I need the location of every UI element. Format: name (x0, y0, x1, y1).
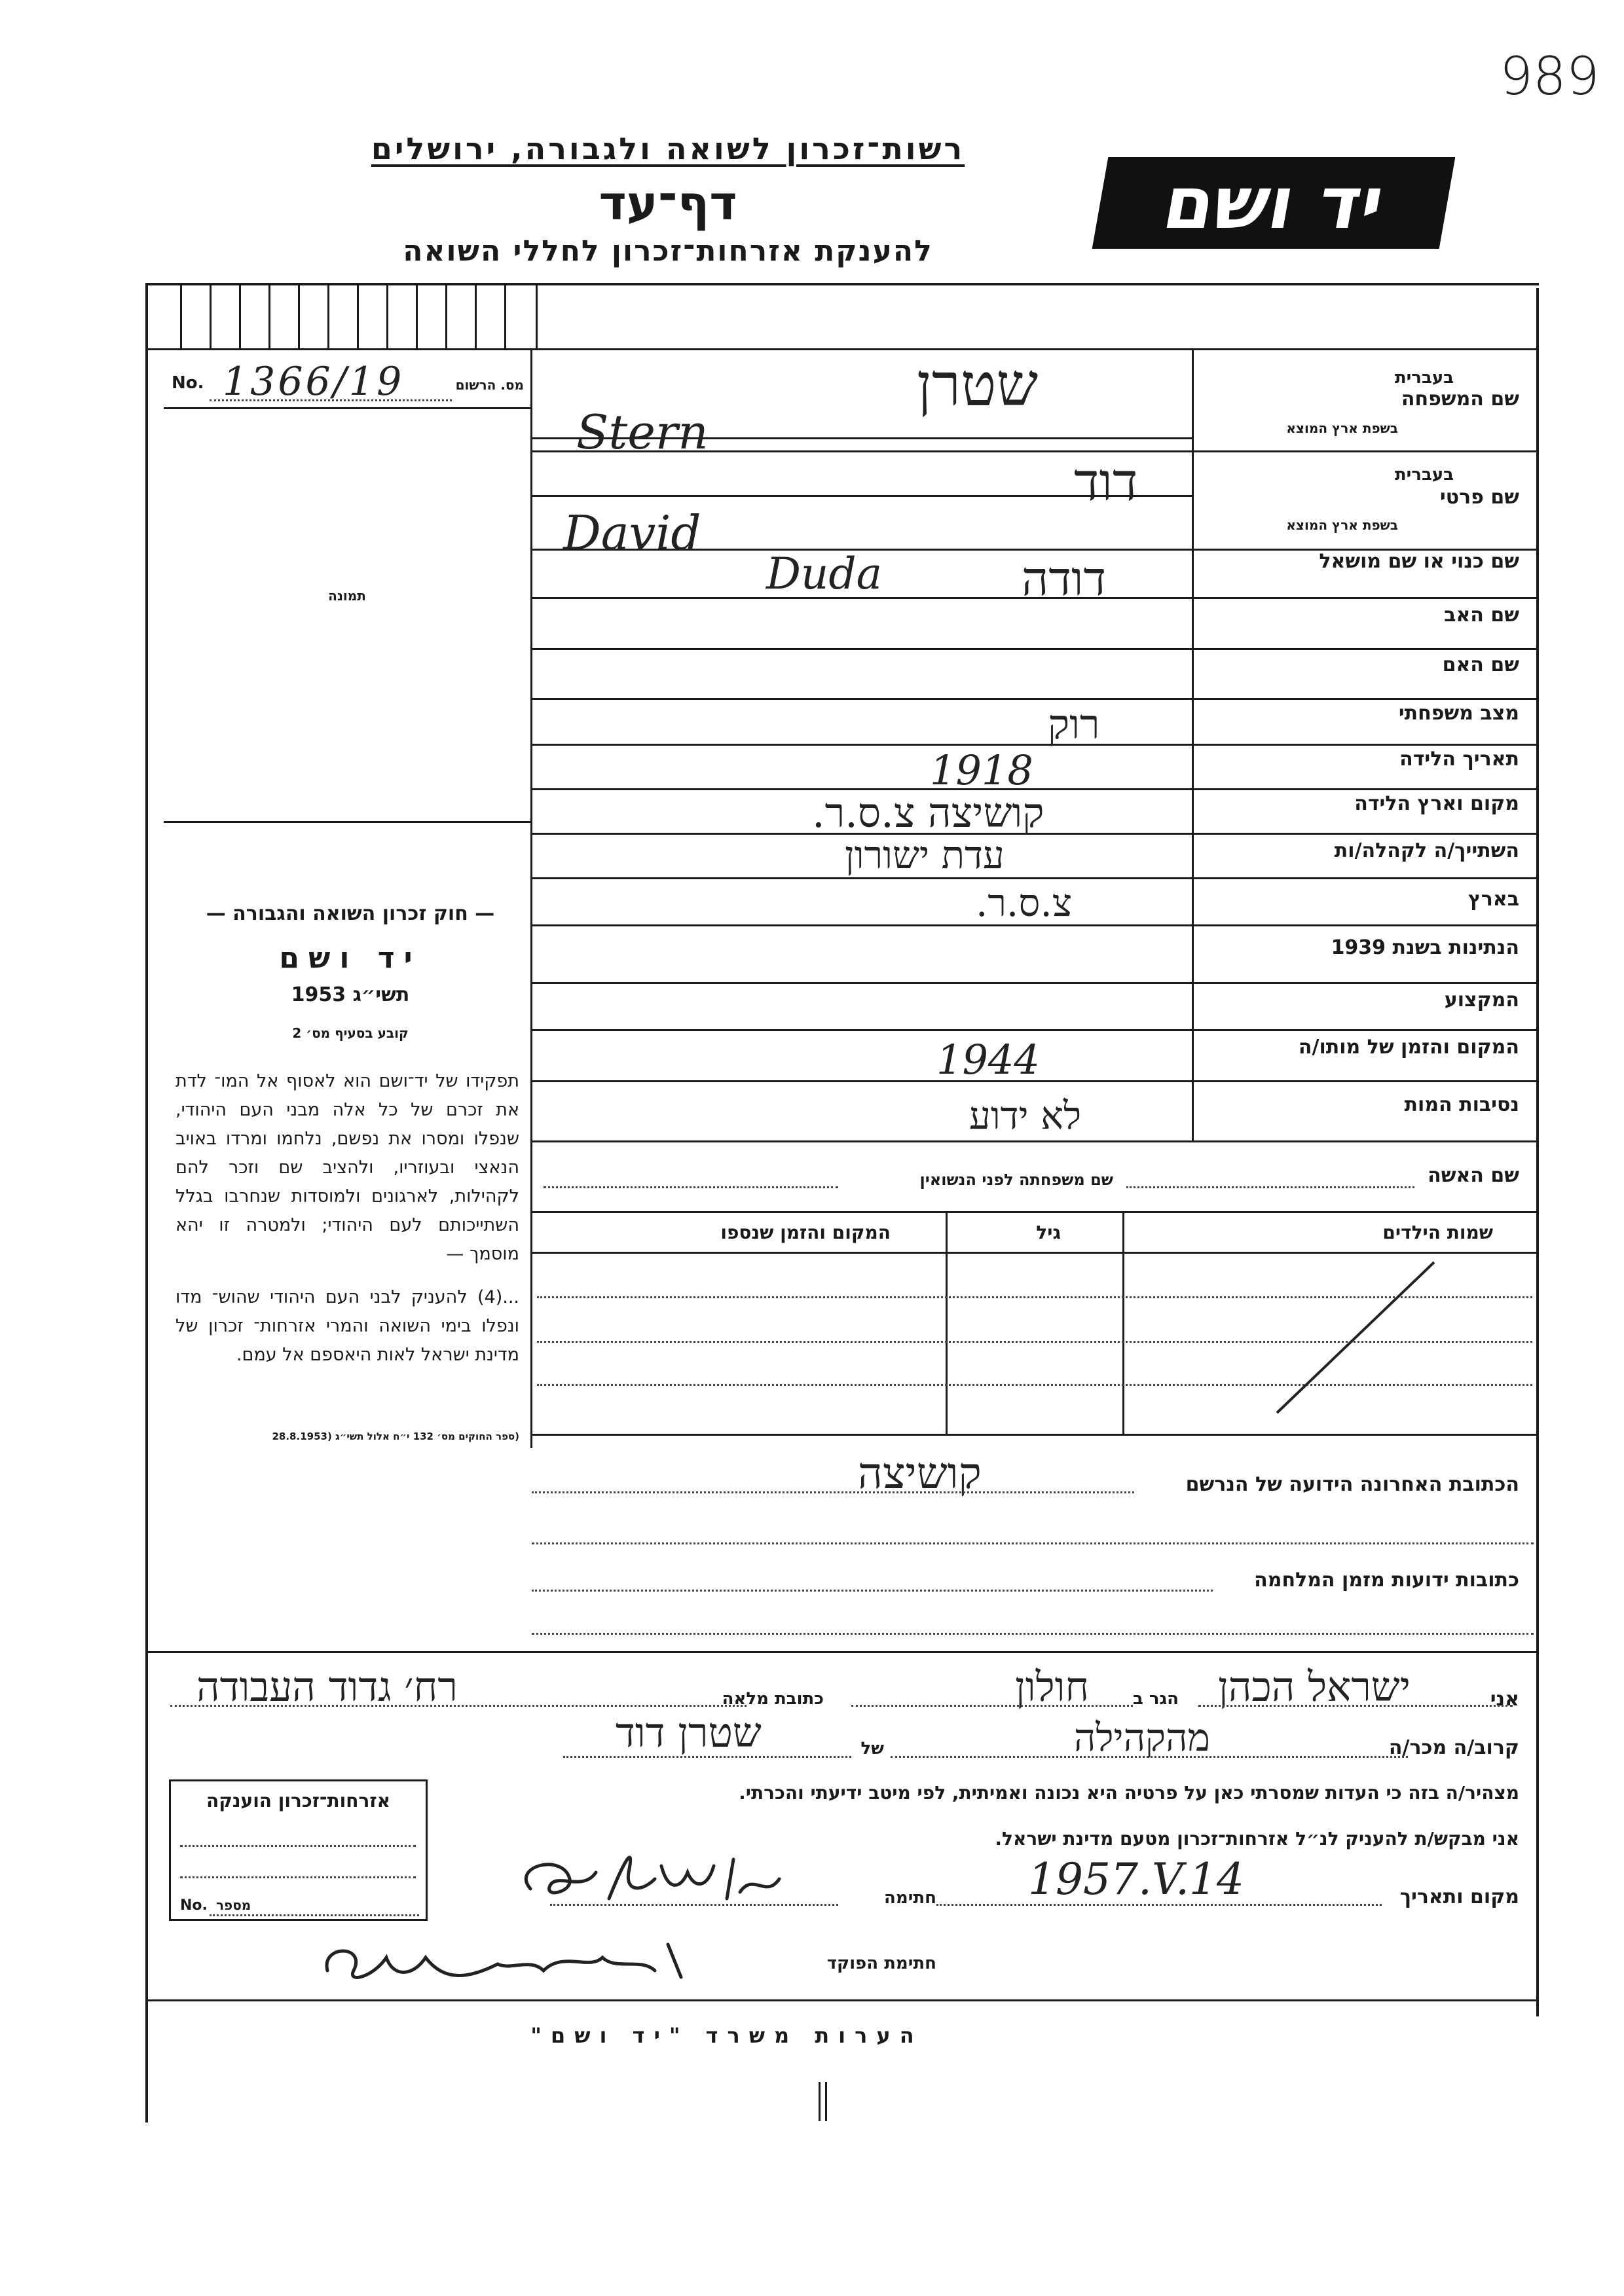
profession-label: המקצוע (1444, 989, 1519, 1011)
declarant-name-value: ישראל הכהן (1218, 1663, 1411, 1711)
code-box-divider (298, 283, 300, 348)
nickname-label: שם כנוי או שם מושאל (1319, 550, 1519, 573)
page-number: 989 (1500, 46, 1600, 107)
registration-number: 1366/19 (223, 359, 405, 405)
frame-top (145, 283, 1539, 285)
last-address-label: הכתובת האחרונה הידועה של הנרשם (1185, 1473, 1519, 1496)
signature-label: חתימה (884, 1888, 936, 1908)
family-name-label: שם המשפחה (1401, 388, 1519, 410)
code-box-divider (210, 283, 212, 348)
code-box-divider (239, 283, 241, 348)
office-notes-mark-2 (825, 2082, 827, 2121)
code-box-divider (327, 283, 329, 348)
nickname-hebrew-value: דודה (1022, 551, 1107, 606)
citizenship-box-no-line (210, 1914, 419, 1916)
law-text-2: ...(4) להעניק לבני העם היהודי שהוש־ מדו ונפלו בימי השואה והמרי אזרחות־ זכרון של מדינת ישראל לאות היאספם אל עמם. (175, 1287, 519, 1365)
last-address-dotted-2 (532, 1542, 1534, 1544)
wife-bottom (532, 1211, 1537, 1213)
death-place-label: המקום והזמן של מותו/ה (1298, 1036, 1519, 1059)
war-addresses-dotted-2 (532, 1633, 1534, 1635)
mother-label: שם האם (1442, 653, 1519, 676)
children-header-names: שמות הילדים (1382, 1222, 1493, 1243)
profession-bottom (532, 1029, 1537, 1031)
birth-date-value: 1918 (930, 746, 1033, 794)
citizenship-box-line (180, 1845, 416, 1847)
father-label: שם האב (1444, 604, 1519, 627)
country-label: בארץ (1467, 888, 1519, 911)
citizenship-box-no: No. (180, 1897, 208, 1914)
family-name-hebrew-tag: בעברית (1394, 368, 1454, 388)
request-text: אני מבקש/ת להעניק לנ״ל אזרחות־זכרון מטעם מדינת ישראל. (995, 1828, 1519, 1850)
wife-maiden-label: שם משפחתה לפני הנשואין (919, 1171, 1113, 1189)
photo-box (164, 407, 530, 823)
declarant-of-label: של (860, 1739, 884, 1758)
frame-right (1536, 288, 1539, 2016)
place-date-value: 1957.V.14 (1028, 1854, 1245, 1904)
photo-label: תמונה (328, 588, 366, 604)
citizenship-box-num: מספר (216, 1897, 251, 1913)
declarant-name-dotted (1198, 1705, 1513, 1707)
declarant-address-value: רח׳ גדוד העבודה (196, 1663, 458, 1711)
children-bottom (532, 1434, 1537, 1436)
yad-vashem-logo: יד ושם (1092, 157, 1456, 249)
law-name: יד ושם (279, 941, 422, 975)
law-source: (ספר החוקים מס׳ 132 י״ח אלול תשי״ג (28.8.1953 (272, 1430, 519, 1442)
death-circumstances-bottom (532, 1140, 1537, 1142)
birth-date-label: תאריך הלידה (1399, 748, 1519, 771)
wife-dotted (1126, 1186, 1414, 1188)
children-col-divider (1122, 1212, 1124, 1435)
form-title: דף־עד (599, 175, 737, 230)
children-strike-mark (1270, 1256, 1441, 1419)
marital-label: מצב משפחתי (1398, 702, 1519, 725)
war-addresses-label: כתובות ידועות מזמן המלחמה (1254, 1569, 1519, 1592)
nickname-origin-value: Duda (766, 549, 883, 599)
registration-label: מס. הרשום (455, 377, 524, 393)
code-box-divider (386, 283, 388, 348)
birth-place-label: מקום וארץ הלידה (1354, 792, 1519, 815)
place-date-label: מקום ותאריך (1399, 1886, 1519, 1908)
birth-place-value: קושיצה צ.ס.ר. (812, 789, 1044, 837)
death-circumstances-value: לא ידוע (969, 1093, 1082, 1138)
officer-signature (314, 1931, 733, 1990)
citizenship-box-line-2 (180, 1876, 416, 1878)
authority-title: רשות־זכרון לשואה ולגבורה, ירושלים (371, 131, 965, 166)
community-value: עדת ישורון (845, 833, 1005, 877)
family-name-hebrew-value: שטרן (917, 351, 1039, 420)
first-name-origin-tag: בשפת ארץ המוצא (1286, 517, 1398, 533)
declarant-of-value: שטרן דוד (616, 1709, 762, 1757)
last-address-value: קושיצה (858, 1448, 982, 1499)
left-column-divider (530, 348, 532, 1448)
death-place-value: 1944 (936, 1036, 1040, 1084)
wife-maiden-dotted (544, 1186, 838, 1188)
children-header-place: המקום והזמן שנספו (720, 1222, 891, 1243)
citizenship-label: הנתינות בשנת 1939 (1331, 936, 1519, 959)
citizenship-granted-title: אזרחות־זכרון הוענקה (206, 1790, 390, 1812)
declarant-address-dotted (170, 1705, 747, 1707)
code-box-divider (357, 283, 359, 348)
declarant-city-dotted (851, 1705, 1133, 1707)
registration-no-label: No. (172, 373, 204, 393)
code-box-divider (180, 283, 182, 348)
law-year: תשי״ג 1953 (291, 983, 410, 1006)
office-notes-mark (819, 2082, 821, 2121)
mother-bottom (532, 698, 1537, 700)
first-name-hebrew-value: דוד (1074, 452, 1138, 513)
last-address-dotted (532, 1491, 1134, 1493)
declarant-lives-label: הגר ב (1132, 1689, 1179, 1709)
form-subtitle: להענקת אזרחות־זכרון לחללי השואה (403, 234, 933, 268)
code-box-divider (445, 283, 447, 348)
marital-bottom (532, 744, 1537, 746)
war-addresses-dotted (532, 1590, 1213, 1592)
declarant-address-label: כתובת מלאה (722, 1689, 824, 1709)
children-header-age: גיל (1036, 1222, 1061, 1243)
death-circumstances-label: נסיבות המות (1404, 1093, 1519, 1116)
children-header-line (532, 1252, 1537, 1254)
code-row-bottom (145, 348, 1539, 350)
wife-label: שם האשה (1428, 1164, 1519, 1187)
declarant-relative-label: קרוב/ה מכר/ה (1388, 1736, 1519, 1759)
declarant-top (145, 1651, 1539, 1653)
declarant-city-value: חולון (1015, 1663, 1090, 1711)
officer-signature-label: חתימת הפוקד (826, 1954, 936, 1973)
community-label: השתייך/ה לקהלה/ות (1334, 839, 1519, 862)
first-name-hebrew-tag: בעברית (1394, 465, 1454, 484)
declarant-of-dotted (563, 1756, 851, 1758)
country-value: צ.ס.ר. (976, 881, 1073, 925)
marital-value: רוק (1048, 701, 1100, 748)
declarant-relation-dotted (891, 1756, 1408, 1758)
law-clause: קובע בסעיף מס׳ 2 (292, 1025, 409, 1041)
citizenship-bottom (532, 982, 1537, 984)
first-name-origin-value: David (563, 505, 701, 560)
registration-dotted-line (210, 399, 452, 401)
father-bottom (532, 648, 1537, 650)
code-box-divider (504, 283, 506, 348)
declarant-relation-value: מהקהילה (1074, 1715, 1210, 1760)
code-box-divider (416, 283, 418, 348)
children-col-divider (946, 1212, 948, 1435)
law-text-1: תפקידו של יד־ושם הוא לאסוף אל המו־ לדת את זכרם של כל אלה מבני העם היהודי, שנפלו ומסרו את נפשם, נלחמו ומרדו באויב הנאצי ובעוזריו, ולהציב שם וזכר להם לקהילות, לארגונים ולמוסדות שנחרבו בגלל השתייכותם לעם היהודי; ולמטרה זו יהא מוסמך — (175, 1071, 519, 1264)
first-name-label: שם פרטי (1439, 486, 1519, 509)
law-title: — חוק זכרון השואה והגבורה — (206, 902, 495, 925)
family-name-origin-tag: בשפת ארץ המוצא (1286, 420, 1398, 436)
code-box-divider (536, 283, 538, 348)
community-bottom (532, 877, 1537, 879)
office-notes-top (145, 1999, 1539, 2001)
family-name-origin-value: Stern (576, 405, 709, 460)
office-notes-title: הערות משרד "יד ושם" (530, 2023, 923, 2048)
code-box-divider (268, 283, 270, 348)
frame-left (145, 283, 148, 2123)
declarant-signature (504, 1827, 832, 1918)
declarant-ani: אני (1490, 1688, 1519, 1711)
code-box-divider (475, 283, 477, 348)
declaration-text: מצהיר/ה בזה כי העדות שמסרתי כאן על פרטיה היא נכונה ואמיתית, לפי מיטב ידיעתי והכרתי. (739, 1782, 1519, 1804)
